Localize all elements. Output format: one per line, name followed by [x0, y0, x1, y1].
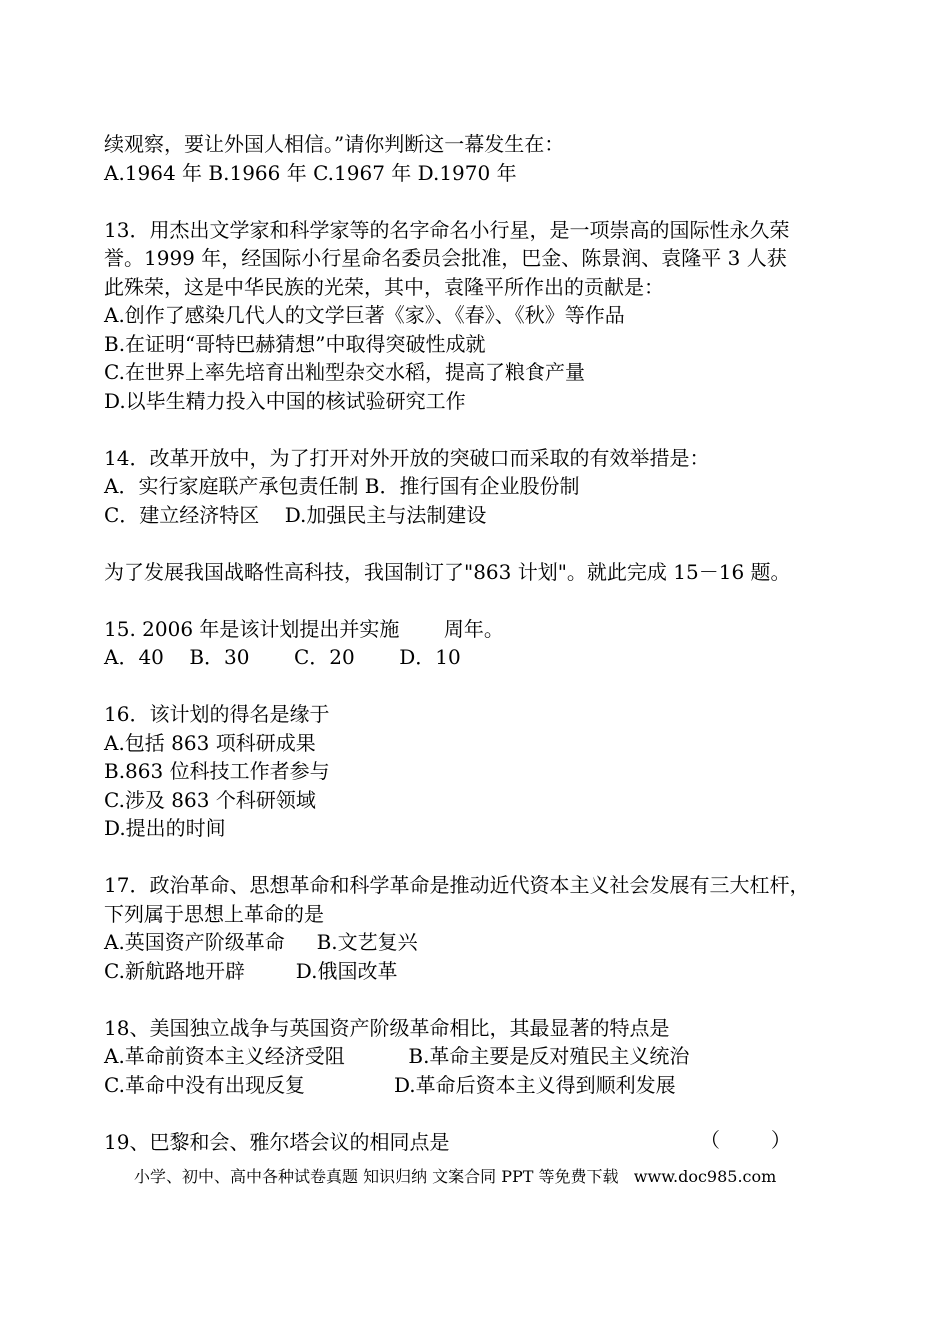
q12-tail-text: 续观察，要让外国人相信。”请你判断这一幕发生在： [104, 132, 565, 156]
intro-15-16: 为了发展我国战略性高科技，我国制订了"863 计划"。就此完成 15－16 题。 [104, 559, 791, 584]
q19-stem: 19、巴黎和会、雅尔塔会议的相同点是 [104, 1129, 450, 1154]
spacer [104, 843, 874, 872]
q15-stem: 15. 2006 年是该计划提出并实施 周年。 [104, 616, 504, 641]
q14-options-ab: A．实行家庭联产承包责任制 B．推行国有企业股份制 [104, 474, 580, 498]
q16-option-c: C.涉及 863 个科研领域 [104, 787, 316, 812]
q16-option-d: D.提出的时间 [104, 816, 226, 840]
q12-options: A.1964 年 B.1966 年 C.1967 年 D.1970 年 [104, 160, 517, 185]
spacer [104, 586, 874, 615]
q13-option-c: C.在世界上率先培育出籼型杂交水稻，提高了粮食产量 [104, 360, 585, 384]
q13-option-b: B.在证明“哥特巴赫猜想”中取得突破性成就 [104, 331, 486, 356]
q13-stem-line2: 誉。1999 年，经国际小行星命名委员会批准，巴金、陈景润、袁隆平 3 人获 [104, 246, 787, 270]
q16-stem: 16．该计划的得名是缘于 [104, 702, 330, 726]
q17-options-ab: A.英国资产阶级革命 B.文艺复兴 [104, 930, 418, 954]
q13-option-a: A.创作了感染几代人的文学巨著《家》、《春》、《秋》等作品 [104, 303, 625, 327]
q18-stem: 18、美国独立战争与英国资产阶级革命相比，其最显著的特点是 [104, 1015, 670, 1040]
q18-options-ab: A.革命前资本主义经济受阻 B.革命主要是反对殖民主义统治 [104, 1044, 690, 1068]
q18-options-cd: C.革命中没有出现反复 D.革命后资本主义得到顺利发展 [104, 1072, 676, 1097]
q13-stem-line1: 13．用杰出文学家和科学家等的名字命名小行星，是一项崇高的国际性永久荣 [104, 217, 790, 242]
q17-stem-line1: 17．政治革命、思想革命和科学革命是推动近代资本主义社会发展有三大杠杆， [104, 873, 810, 897]
q17-options-cd: C.新航路地开辟 D.俄国改革 [104, 958, 398, 983]
spacer [104, 415, 874, 444]
document-body [104, 130, 874, 1156]
q16-option-a: A.包括 863 项科研成果 [104, 730, 316, 755]
q19-answer-bracket: （ ） [700, 1128, 791, 1152]
q13-stem-line3: 此殊荣，这是中华民族的光荣，其中，袁隆平所作出的贡献是： [104, 274, 664, 299]
spacer [104, 985, 874, 1014]
q15-options: A．40 B．30 C．20 D．10 [104, 645, 461, 669]
q14-stem: 14．改革开放中，为了打开对外开放的突破口而采取的有效举措是： [104, 445, 710, 470]
spacer [104, 672, 874, 701]
q17-stem-line2: 下列属于思想上革命的是 [104, 901, 324, 926]
q14-options-cd: C．建立经济特区 D.加强民主与法制建设 [104, 502, 487, 527]
spacer [104, 1099, 874, 1128]
spacer [104, 187, 874, 216]
spacer [104, 529, 874, 558]
q16-option-b: B.863 位科技工作者参与 [104, 759, 330, 783]
page-footer: 小学、初中、高中各种试卷真题 知识归纳 文案合同 PPT 等免费下载 www.doc985.com [134, 1167, 777, 1186]
q13-option-d: D.以毕生精力投入中国的核试验研究工作 [104, 388, 466, 413]
